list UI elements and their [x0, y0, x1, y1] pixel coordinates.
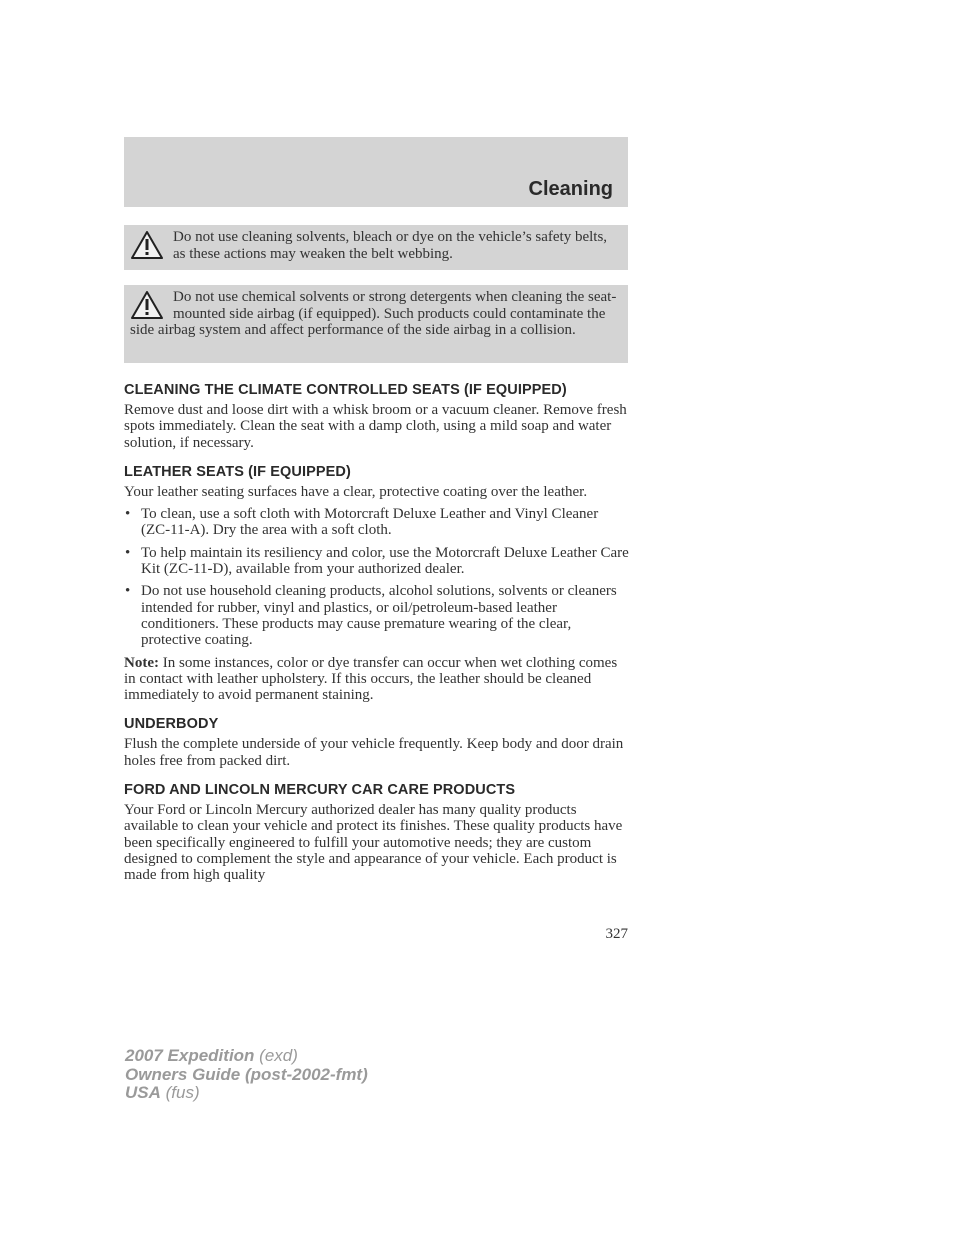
footer-model-code: (exd)	[254, 1046, 298, 1065]
car-care-products-body: Your Ford or Lincoln Mercury authorized dealer has many quality products available to clean your vehicle and protect its finishes. These quality products have been specifically engineered to fulfill your automotive needs; they are custom designed to complement the style and appearance of your vehicle. Each product is made from high quality	[124, 802, 623, 884]
leather-seats-intro: Your leather seating surfaces have a clear, protective coating over the leather.	[124, 483, 588, 500]
climate-seats-heading: CLEANING THE CLIMATE CONTROLLED SEATS (IF EQUIPPED)	[124, 382, 567, 398]
footer-model: 2007 Expedition	[125, 1046, 255, 1065]
section-title: Cleaning	[528, 178, 613, 200]
leather-seats-heading: LEATHER SEATS (IF EQUIPPED)	[124, 463, 351, 480]
car-care-products-heading: FORD AND LINCOLN MERCURY CAR CARE PRODUCTS	[124, 782, 516, 799]
climate-seats-body: Remove dust and loose dirt with a whisk broom or a vacuum cleaner. Remove fresh spots immediately. Clean the seat with a damp cloth, using a mild soap and water solution, if necessary.	[124, 402, 627, 451]
airbag-warning	[124, 285, 628, 363]
safety-belt-warning	[124, 225, 628, 270]
list-item: • Do not use household cleaning products, alcohol solutions, solvents or cleaners intended for rubber, vinyl and plastics, or oil/petroleum-based leather conditioners. These products may cause premature wearing of the clear, protective coating.	[125, 583, 617, 649]
underbody-body: Flush the complete underside of your vehicle frequently. Keep body and door drain holes free from packed dirt.	[124, 736, 624, 769]
note-label: Note:	[124, 654, 159, 671]
leather-care-list	[124, 506, 630, 648]
main-content	[124, 380, 630, 884]
footer-market: USA	[125, 1083, 161, 1102]
warning-triangle-icon	[130, 230, 164, 260]
list-item: • To clean, use a soft cloth with Motorcraft Deluxe Leather and Vinyl Cleaner (ZC-11-A). Dry the area with a soft cloth.	[125, 506, 599, 539]
document-footer	[125, 1047, 368, 1103]
page-number: 327	[605, 926, 628, 942]
note-text: In some instances, color or dye transfer can occur when wet clothing comes in contact with leather upholstery. If this occurs, the leather should be cleaned immediately to avoid permanent staining.	[124, 654, 618, 704]
footer-market-code: (fus)	[160, 1083, 200, 1102]
underbody-heading: UNDERBODY	[124, 716, 219, 733]
warning-text: Do not use chemical solvents or strong detergents when cleaning the seat-mounted side airbag (if equipped). Such products could contaminate the side airbag system and affect performance of the side airbag in a collision.	[130, 289, 617, 338]
footer-guide: Owners Guide (post-2002-fmt)	[125, 1064, 368, 1084]
warning-triangle-icon	[130, 290, 164, 320]
list-item: • To help maintain its resiliency and color, use the Motorcraft Deluxe Leather Care Kit (ZC-11-D), available from your authorized dealer.	[125, 544, 629, 578]
warning-text: Do not use cleaning solvents, bleach or dye on the vehicle’s safety belts, as these actions may weaken the belt webbing.	[173, 229, 608, 262]
section-header-bar	[124, 137, 628, 207]
leather-note	[124, 655, 630, 704]
